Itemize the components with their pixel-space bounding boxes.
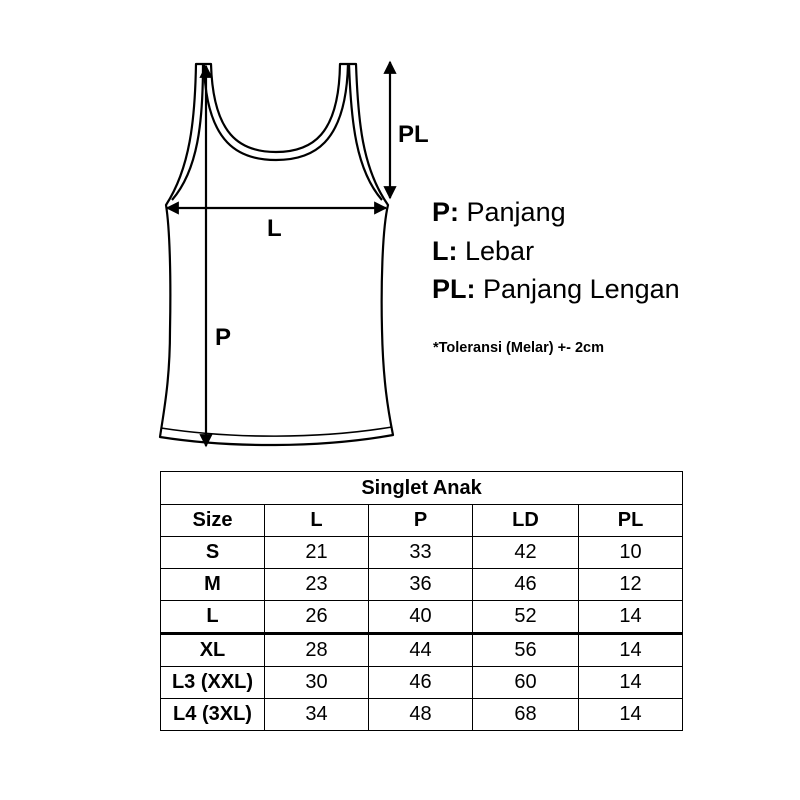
p-cell: 48	[369, 699, 473, 731]
tolerance-note: *Toleransi (Melar) +- 2cm	[433, 340, 604, 356]
pl-cell: 14	[579, 667, 683, 699]
table-row	[161, 699, 683, 731]
tank-top-outline	[160, 64, 393, 445]
pl-diagram-label: PL	[398, 121, 429, 148]
column-header-l: L	[265, 505, 369, 537]
size-cell: XL	[161, 634, 265, 667]
p-cell: 33	[369, 537, 473, 569]
column-header-ld: LD	[473, 505, 579, 537]
size-cell: L3 (XXL)	[161, 667, 265, 699]
size-cell: L	[161, 601, 265, 634]
l-cell: 34	[265, 699, 369, 731]
legend-text: Panjang	[466, 197, 566, 227]
table-row	[161, 667, 683, 699]
legend-key: L:	[432, 235, 458, 266]
measurement-legend	[432, 193, 680, 309]
table-row	[161, 569, 683, 601]
legend-key: P:	[432, 197, 459, 227]
l-cell: 23	[265, 569, 369, 601]
ld-cell: 56	[473, 634, 579, 667]
legend-item-pl	[432, 270, 680, 309]
ld-cell: 46	[473, 569, 579, 601]
legend-item-p	[432, 193, 680, 232]
p-cell: 46	[369, 667, 473, 699]
table-row	[161, 537, 683, 569]
legend-text: Panjang Lengan	[483, 274, 680, 304]
size-cell: L4 (3XL)	[161, 699, 265, 731]
pl-cell: 12	[579, 569, 683, 601]
legend-key: PL:	[432, 274, 476, 304]
p-diagram-label: P	[215, 324, 232, 351]
p-cell: 44	[369, 634, 473, 667]
l-cell: 28	[265, 634, 369, 667]
size-cell: S	[161, 537, 265, 569]
pl-cell: 14	[579, 699, 683, 731]
size-table	[160, 471, 683, 731]
ld-cell: 68	[473, 699, 579, 731]
table-row	[161, 634, 683, 667]
ld-cell: 52	[473, 601, 579, 634]
ld-cell: 42	[473, 537, 579, 569]
legend-item-l	[432, 232, 680, 271]
table-header-row	[161, 505, 683, 537]
l-cell: 26	[265, 601, 369, 634]
ld-cell: 60	[473, 667, 579, 699]
size-cell: M	[161, 569, 265, 601]
l-cell: 30	[265, 667, 369, 699]
l-diagram-label: L	[267, 215, 282, 242]
column-header-pl: PL	[579, 505, 683, 537]
p-cell: 40	[369, 601, 473, 634]
pl-cell: 10	[579, 537, 683, 569]
l-cell: 21	[265, 537, 369, 569]
p-cell: 36	[369, 569, 473, 601]
table-row	[161, 601, 683, 634]
legend-text: Lebar	[465, 235, 535, 266]
table-title: Singlet Anak	[161, 472, 683, 505]
column-header-size: Size	[161, 505, 265, 537]
pl-cell: 14	[579, 601, 683, 634]
pl-cell: 14	[579, 634, 683, 667]
column-header-p: P	[369, 505, 473, 537]
